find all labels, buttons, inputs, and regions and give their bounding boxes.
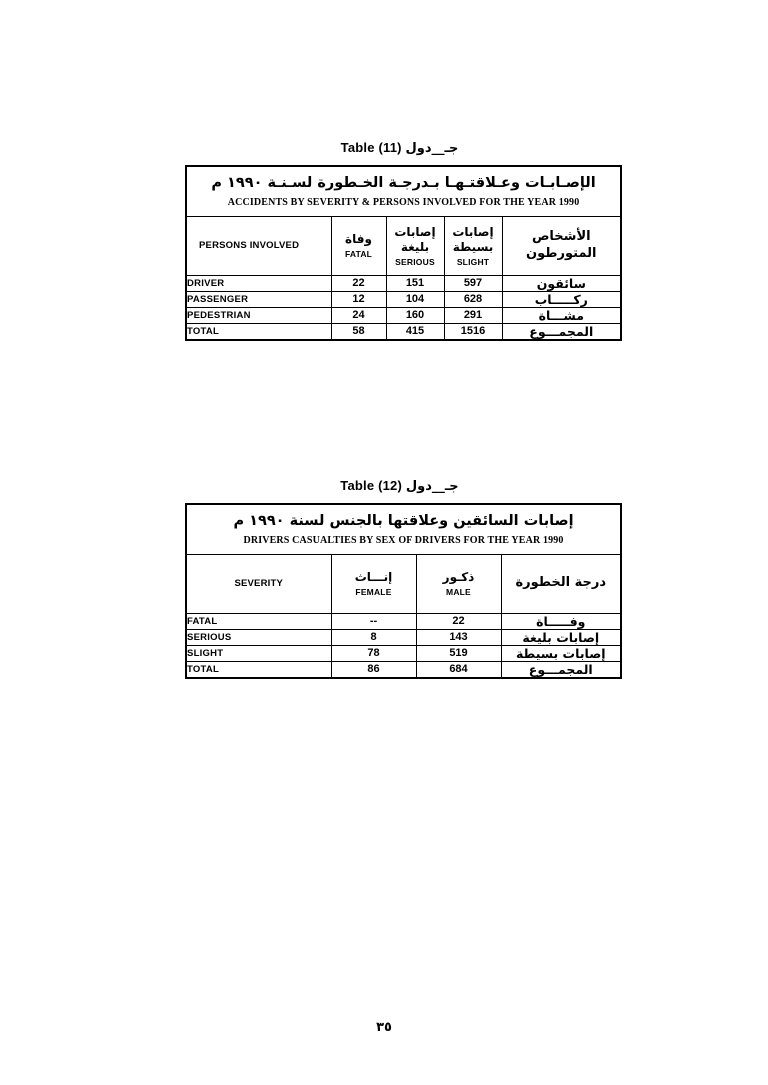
column-header-ar: وفاة (345, 232, 372, 247)
drivers-casualties-by-sex-table (185, 503, 622, 679)
cell-fatal: 12 (331, 291, 386, 307)
row-label-ar: سائقون (502, 275, 621, 291)
cell-fatal: 24 (331, 307, 386, 323)
row-label-en: PEDESTRIAN (186, 307, 331, 323)
column-header-en: FEMALE (355, 587, 392, 598)
row-label-ar: المجمـــوع (502, 323, 621, 340)
column-header-persons-involved (186, 216, 331, 275)
cell-female: -- (331, 613, 416, 629)
column-header-en: MALE (446, 587, 471, 598)
table-block-11 (185, 140, 620, 341)
column-header-ar: ذكـور (442, 570, 475, 585)
table-title-en: ACCIDENTS BY SEVERITY & PERSONS INVOLVED FOR THE YEAR 1990 (227, 196, 580, 208)
cell-fatal: 58 (331, 323, 386, 340)
column-header-severity-ar (501, 554, 621, 613)
column-header-en: SEVERITY (234, 578, 284, 590)
column-header-ar: إصابات بسيطة (452, 224, 494, 254)
row-label-ar: إصابات بليغة (501, 629, 621, 645)
cell-slight: 1516 (444, 323, 502, 340)
column-header-severity (186, 554, 331, 613)
column-header-male (416, 554, 501, 613)
row-label-ar: وفـــــاة (501, 613, 621, 629)
table-caption-ar: جـ__دول (405, 141, 459, 156)
cell-serious: 415 (386, 323, 444, 340)
table-row (186, 629, 621, 645)
row-label-ar: إصابات بسيطة (501, 645, 621, 661)
table-caption-12 (185, 478, 620, 494)
column-header-female (331, 554, 416, 613)
cell-female: 8 (331, 629, 416, 645)
cell-male: 519 (416, 645, 501, 661)
cell-slight: 628 (444, 291, 502, 307)
row-label-en: TOTAL (186, 323, 331, 340)
row-label-en: FATAL (186, 613, 331, 629)
table-row (186, 645, 621, 661)
table-caption-11 (185, 140, 620, 156)
table-row (186, 613, 621, 629)
row-label-en: PASSENGER (186, 291, 331, 307)
table-title-ar: إصابات السائقين وعلاقتها بالجنس لسنة ١٩٩٠ م (233, 513, 574, 529)
table-row (186, 307, 621, 323)
cell-male: 22 (416, 613, 501, 629)
table-title-ar: الإصـابـات وعـلاقتـهـا بـدرجـة الخـطورة لسـنـة ١٩٩٠ م (211, 175, 596, 191)
column-header-ar: الأشخاص المتورطون (526, 229, 597, 261)
column-header-en: FATAL (344, 249, 373, 260)
table-title-row (186, 504, 621, 554)
column-header-ar: إصابات بليغة (394, 224, 436, 254)
column-header-persons-involved-ar (502, 216, 621, 275)
table-header-row (186, 554, 621, 613)
table-header-row (186, 216, 621, 275)
cell-serious: 104 (386, 291, 444, 307)
table-title-cell (186, 166, 621, 216)
column-header-en: PERSONS INVOLVED (199, 240, 300, 252)
row-label-en: DRIVER (186, 275, 331, 291)
cell-male: 684 (416, 661, 501, 678)
table-caption-en: Table (12) (340, 478, 403, 493)
table-row (186, 275, 621, 291)
table-block-12 (185, 478, 620, 679)
cell-fatal: 22 (331, 275, 386, 291)
row-label-ar: مشـــاة (502, 307, 621, 323)
table-row-total (186, 661, 621, 678)
cell-serious: 160 (386, 307, 444, 323)
cell-slight: 597 (444, 275, 502, 291)
cell-female: 86 (331, 661, 416, 678)
column-header-serious (386, 216, 444, 275)
cell-serious: 151 (386, 275, 444, 291)
cell-male: 143 (416, 629, 501, 645)
row-label-en: TOTAL (186, 661, 331, 678)
table-caption-en: Table (11) (340, 140, 402, 155)
row-label-ar: المجمـــوع (501, 661, 621, 678)
table-title-cell (186, 504, 621, 554)
table-row-total (186, 323, 621, 340)
cell-female: 78 (331, 645, 416, 661)
table-title-row (186, 166, 621, 216)
column-header-en: SLIGHT (456, 256, 490, 267)
column-header-en: SERIOUS (395, 256, 435, 267)
cell-slight: 291 (444, 307, 502, 323)
row-label-en: SLIGHT (186, 645, 331, 661)
row-label-en: SERIOUS (186, 629, 331, 645)
column-header-ar: درجة الخطورة (515, 575, 607, 591)
accidents-by-severity-table (185, 165, 622, 341)
row-label-ar: ركـــــاب (502, 291, 621, 307)
page-number: ٣٥ (376, 1020, 392, 1035)
table-title-en: DRIVERS CASUALTIES BY SEX OF DRIVERS FOR THE YEAR 1990 (243, 534, 564, 546)
table-caption-ar: جـ__دول (405, 479, 459, 494)
table-row (186, 291, 621, 307)
column-header-ar: إنـــاث (354, 570, 393, 585)
column-header-fatal (331, 216, 386, 275)
column-header-slight (444, 216, 502, 275)
